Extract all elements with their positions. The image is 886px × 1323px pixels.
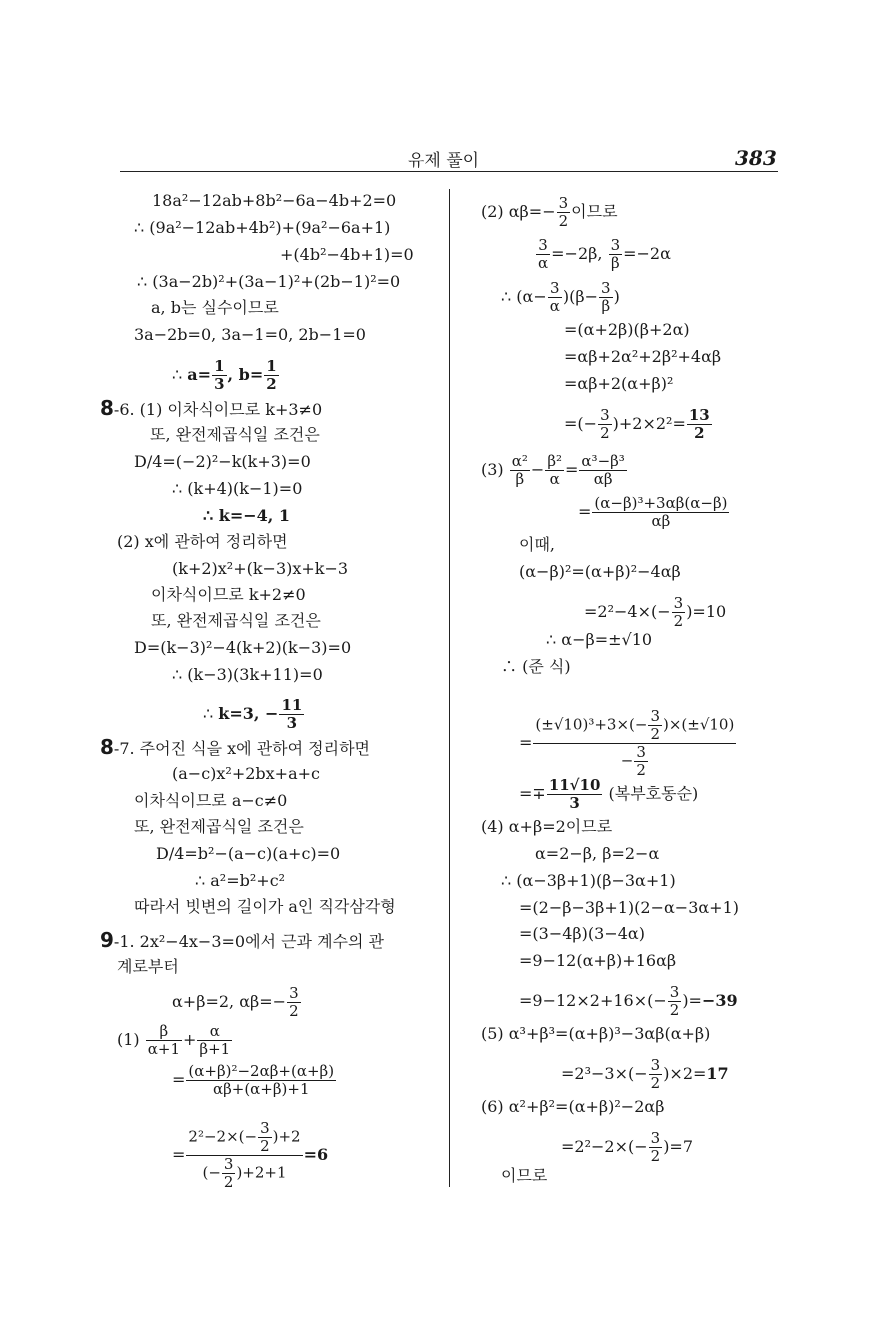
eq-line: α+β=2, αβ=− $\frac{3}{2}$ — [172, 984, 299, 1020]
fraction: $\frac{3}{2}$ — [558, 194, 569, 230]
eq-line: =9−12(α+β)+16αβ — [519, 951, 677, 970]
eq-line: =(3−4β)(3−4α) — [519, 924, 645, 943]
eq-line: ∴ (준 식) — [501, 657, 571, 676]
eq-line: 따라서 빗변의 길이가 a인 직각삼각형 — [134, 897, 396, 916]
eq-line: ∴ (k−3)(3k+11)=0 — [172, 665, 323, 684]
eq-line: D/4=b²−(a−c)(a+c)=0 — [156, 844, 341, 863]
eq-line: =2²−2×(− $\frac{3}{2}$ )=7 — [561, 1129, 694, 1165]
fraction: $\frac{3}{2}$ — [669, 983, 680, 1019]
eq-line: =∓ $\frac{11√10}{3}$ (복부호동순) — [519, 776, 699, 812]
problem-line: 9-1. 2x²−4x−3=0에서 근과 계수의 관 — [100, 928, 384, 952]
fraction: $\frac{3}{\beta}$ — [601, 279, 611, 315]
eq-line: 3a−2b=0, 3a−1=0, 2b−1=0 — [134, 325, 366, 344]
fraction: $\frac{\beta}{\alpha+1}$ — [147, 1022, 181, 1058]
section-title: 유제 풀이 — [408, 151, 480, 171]
fraction: $\frac{3}{2}$ — [673, 594, 684, 630]
fraction: 2²−2×(− $\frac{3}{2}$ )+2 (− $\frac{3}{2}$ )+2+1 — [188, 1119, 301, 1191]
eq-line: 또, 완전제곱식일 조건은 — [151, 611, 321, 630]
eq-line: =9−12×2+16×(− $\frac{3}{2}$ )=−39 — [519, 983, 738, 1019]
eq-line: ∴ (α−3β+1)(β−3α+1) — [501, 871, 676, 890]
eq-line: D/4=(−2)²−k(k+3)=0 — [134, 452, 311, 471]
eq-line: D=(k−3)²−4(k+2)(k−3)=0 — [134, 638, 352, 657]
page-number: 383 — [735, 146, 777, 170]
eq-line: 이차식이므로 k+2≠0 — [151, 585, 306, 604]
fraction: $\frac{\text{α²}}{\beta}$ — [511, 452, 528, 488]
eq-line: =(2−β−3β+1)(2−α−3α+1) — [519, 898, 739, 917]
fraction: $\frac{\text{β²}}{\alpha}$ — [547, 452, 563, 488]
eq-line: ∴ (9a²−12ab+4b²)+(9a²−6a+1) — [134, 218, 391, 237]
eq-line: (k+2)x²+(k−3)x+k−3 — [172, 559, 349, 578]
eq-line: = $\frac{\text{(α−β)³+3αβ(α−β)}}{\alpha\beta}$ — [578, 494, 728, 530]
eq-line: (2) αβ=− $\frac{3}{2}$ 이므로 — [481, 194, 618, 230]
fraction: $\frac{11}{3}$ — [281, 696, 303, 732]
eq-line: ∴ a²=b²+c² — [195, 871, 286, 890]
answer-text: a= — [187, 365, 212, 384]
problem-number: 9 — [100, 928, 114, 952]
eq-line: a, b는 실수이므로 — [151, 298, 279, 317]
eq-line: ∴ (3a−2b)²+(3a−1)²+(2b−1)²=0 — [137, 272, 401, 291]
eq-line: (1) $\frac{\beta}{\alpha+1}$ + $\frac{\alpha}{\beta+1}$ — [117, 1022, 231, 1058]
eq-line: $\frac{3}{\alpha}$ =−2β, $\frac{3}{\beta}$ =−2α — [538, 236, 671, 272]
column-divider — [449, 189, 450, 1187]
therefore-symbol: ∴ — [172, 365, 183, 384]
eq-line: 계로부터 — [117, 957, 179, 976]
fraction: $\frac{3}{2}$ — [650, 1129, 661, 1165]
eq-line: (3) $\frac{\text{α²}}{\beta}$ − $\frac{\text{β²}}{\alpha}$ = $\frac{\text{α³−β³}}{\alpha\beta}$ — [481, 452, 625, 488]
eq-line: =2³−3×(− $\frac{3}{2}$ )×2=17 — [561, 1056, 729, 1092]
fraction: $\frac{3}{\beta}$ — [610, 236, 621, 272]
eq-line: (2) x에 관하여 정리하면 — [117, 532, 288, 551]
eq-line: +(4b²−4b+1)=0 — [280, 245, 414, 264]
eq-line: (α−β)²=(α+β)²−4αβ — [519, 562, 681, 581]
eq-line: =(α+2β)(β+2α) — [564, 320, 690, 339]
eq-line: =(− $\frac{3}{2}$ )+2×2²= $\frac{13}{2}$ — [564, 406, 710, 442]
eq-line: (6) α²+β²=(α+β)²−2αβ — [481, 1097, 665, 1116]
eq-line: 이때, — [519, 535, 555, 554]
fraction: $\frac{3}{\alpha}$ — [538, 236, 549, 272]
eq-line: 또, 완전제곱식일 조건은 — [150, 425, 320, 444]
fraction: $\frac{\text{α³−β³}}{\alpha\beta}$ — [581, 452, 625, 488]
eq-line: ∴ α−β=±√10 — [546, 630, 653, 649]
answer-line — [172, 358, 280, 393]
eq-line: 또, 완전제곱식일 조건은 — [134, 817, 304, 836]
header-rule — [120, 171, 778, 172]
eq-line: = 2²−2×(− $\frac{3}{2}$ )+2 (− $\frac{3}{2}$ )+2+1 =6 — [172, 1119, 329, 1191]
fraction: $\frac{1}{2}$ — [266, 357, 277, 393]
fraction: $\frac{3}{\alpha}$ — [549, 279, 560, 315]
eq-line: 이차식이므로 a−c≠0 — [134, 791, 288, 810]
eq-line: (a−c)x²+2bx+a+c — [172, 764, 320, 783]
problem-number: 8 — [100, 396, 114, 420]
answer-line: ∴ k=3, − $\frac{11}{3}$ — [203, 696, 303, 732]
fraction: $\frac{3}{2}$ — [650, 1056, 661, 1092]
answer-text: , b= — [227, 365, 264, 384]
eq-line: = (±√10)³+3×(− $\frac{3}{2}$ )×(±√10) − $\frac{3}{2}$ — [519, 707, 735, 779]
fraction: $\frac{13}{2}$ — [688, 406, 710, 442]
problem-line: 8-7. 주어진 식을 x에 관하여 정리하면 — [100, 735, 370, 759]
fraction: $\frac{3}{2}$ — [289, 984, 299, 1020]
problem-number: 8 — [100, 735, 114, 759]
eq-line: =αβ+2(α+β)² — [564, 374, 674, 393]
eq-line: ∴ (k+4)(k−1)=0 — [172, 479, 303, 498]
eq-line: 이므로 — [501, 1166, 548, 1185]
eq-line: (4) α+β=2이므로 — [481, 817, 613, 836]
eq-line: ∴ (α− $\frac{3}{\alpha}$ )(β− $\frac{3}{\beta}$ ) — [501, 279, 620, 315]
eq-line: (5) α³+β³=(α+β)³−3αβ(α+β) — [481, 1024, 711, 1043]
fraction: $\frac{\alpha}{\beta+1}$ — [199, 1022, 231, 1058]
problem-line: 8-6. (1) 이차식이므로 k+3≠0 — [100, 396, 323, 420]
fraction: (±√10)³+3×(− $\frac{3}{2}$ )×(±√10) − $\frac{3}{2}$ — [535, 707, 735, 779]
fraction: $\frac{\text{(α−β)³+3αβ(α−β)}}{\alpha\beta}$ — [594, 494, 728, 530]
eq-line: = $\frac{\text{(α+β)²−2αβ+(α+β)}}{\alpha\beta+(\alpha+\beta)+1}$ — [172, 1062, 335, 1098]
eq-line: α=2−β, β=2−α — [535, 844, 660, 863]
fraction: $\frac{3}{2}$ — [600, 406, 610, 442]
eq-line: =2²−4×(− $\frac{3}{2}$ )=10 — [584, 594, 727, 630]
eq-line: =αβ+2α²+2β²+4αβ — [564, 347, 722, 366]
fraction: $\frac{\text{(α+β)²−2αβ+(α+β)}}{\alpha\beta+(\alpha+\beta)+1}$ — [188, 1062, 335, 1098]
fraction: $\frac{1}{3}$ — [214, 357, 225, 393]
fraction: $\frac{11√10}{3}$ — [548, 776, 601, 812]
answer-line: ∴ k=−4, 1 — [203, 506, 291, 525]
eq-line: 18a²−12ab+8b²−6a−4b+2=0 — [152, 191, 397, 210]
